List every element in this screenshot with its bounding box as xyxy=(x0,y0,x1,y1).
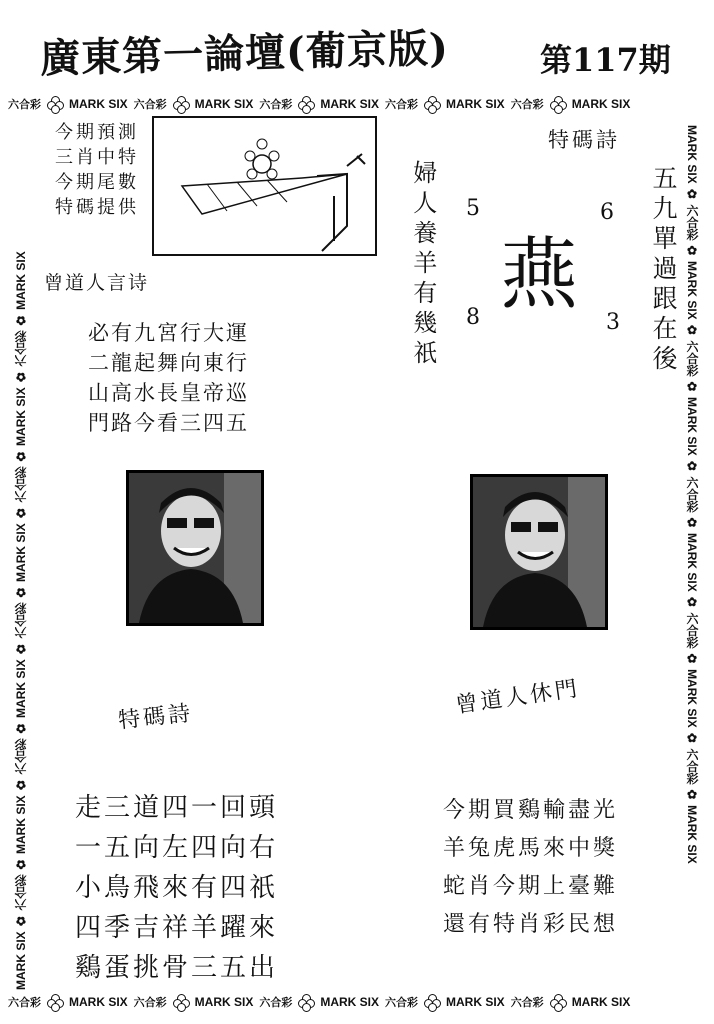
poem-line: 羊兔虎馬來中獎 xyxy=(443,836,619,861)
lhc-logo: 六合彩 xyxy=(14,874,28,911)
lhc-logo: 六合彩 xyxy=(133,997,167,1009)
number-top-right: 6 xyxy=(600,200,614,225)
mark-six-text: MARK SIX xyxy=(14,523,28,582)
poem-line: 走三道四一回頭 xyxy=(75,793,279,823)
lhc-logo: 六合彩 xyxy=(685,612,699,649)
flower-icon xyxy=(298,994,314,1010)
number-top-left: 5 xyxy=(466,196,480,221)
flower-icon xyxy=(173,994,189,1010)
brand-band-right: MARK SIX ✿ 六合彩 ✿ MARK SIX ✿ 六合彩 ✿ MARK SIX ✿ 六合彩 ✿ MARK SIX ✿ 六合彩 ✿ MARK SIX ✿ 六合彩 ✿ MARK SIX xyxy=(685,125,699,864)
mark-six-text: MARK SIX xyxy=(14,251,28,310)
portrait-photo-right xyxy=(470,474,608,630)
lhc-logo: 六合彩 xyxy=(8,99,41,111)
mark-six-text: MARK SIX xyxy=(685,669,699,728)
poem-title-top: 特碼詩 xyxy=(548,128,620,152)
poem-line: 一五向左四向右 xyxy=(75,833,279,863)
bench-illustration xyxy=(152,116,377,256)
mark-six-text: MARK SIX xyxy=(685,261,699,320)
mark-six-text: MARK SIX xyxy=(14,659,28,718)
poem-line: 鷄蛋挑骨三五出 xyxy=(75,953,279,983)
prediction-line: 今期預測 xyxy=(55,122,139,143)
lhc-logo: 六合彩 xyxy=(259,99,293,111)
flower-icon xyxy=(298,96,314,112)
portrait-photo-left xyxy=(126,470,264,626)
lhc-logo: 六合彩 xyxy=(8,997,41,1009)
lhc-logo: 六合彩 xyxy=(14,602,28,639)
lhc-logo: 六合彩 xyxy=(685,340,699,377)
prediction-line: 三肖中特 xyxy=(55,147,139,168)
poem-line: 山高水長皇帝巡 xyxy=(88,381,249,405)
mark-six-text: MARK SIX xyxy=(685,397,699,456)
center-character: 燕 xyxy=(500,230,579,320)
lhc-logo: 六合彩 xyxy=(259,997,293,1009)
issue-number: 第117期 xyxy=(540,41,671,79)
mark-six-text: MARK SIX xyxy=(194,995,254,1009)
mark-six-text: MARK SIX xyxy=(69,97,128,111)
lhc-logo: 六合彩 xyxy=(133,99,167,111)
brand-band-top xyxy=(8,96,630,112)
lhc-logo: 六合彩 xyxy=(510,997,544,1009)
lhc-logo: 六合彩 xyxy=(385,99,419,111)
brand-band-left: MARK SIX ✿ 六合彩 ✿ MARK SIX ✿ 六合彩 ✿ MARK SIX ✿ 六合彩 ✿ MARK SIX ✿ 六合彩 ✿ MARK SIX ✿ 六合彩 ✿ MARK SIX xyxy=(14,251,28,990)
brand-band-bottom xyxy=(8,994,630,1010)
mark-six-text: MARK SIX xyxy=(69,995,128,1009)
bottom-right-poem xyxy=(443,792,618,944)
mark-six-text: MARK SIX xyxy=(14,387,28,446)
grid-poem xyxy=(88,318,249,438)
flower-icon xyxy=(550,96,566,112)
lhc-logo: 六合彩 xyxy=(14,330,28,367)
prediction-line: 今期尾數 xyxy=(55,172,139,193)
poem-line: 蛇肖今期上臺難 xyxy=(443,874,619,899)
prediction-line: 特碼提供 xyxy=(55,197,139,218)
prediction-list xyxy=(55,120,139,220)
lhc-logo: 六合彩 xyxy=(685,748,699,785)
mark-six-text: MARK SIX xyxy=(320,995,380,1009)
bottom-left-poem xyxy=(75,788,278,988)
flower-icon xyxy=(424,994,440,1010)
lhc-logo: 六合彩 xyxy=(385,997,419,1009)
lhc-logo: 六合彩 xyxy=(510,99,544,111)
mark-six-text: MARK SIX xyxy=(685,125,699,184)
lhc-logo: 六合彩 xyxy=(685,204,699,241)
number-bottom-right: 3 xyxy=(606,310,620,335)
flower-icon xyxy=(550,994,566,1010)
mark-six-text: MARK SIX xyxy=(14,931,28,990)
mark-six-text: MARK SIX xyxy=(194,97,254,111)
poem-line: 必有九宮行大運 xyxy=(88,321,249,345)
flower-icon xyxy=(47,96,63,112)
lhc-logo: 六合彩 xyxy=(685,476,699,513)
woman-poem: 婦人養羊有幾祇 xyxy=(408,160,437,370)
poem-line: 四季吉祥羊躍來 xyxy=(75,913,279,943)
zeng-caption: 曾道人言诗 xyxy=(44,272,150,294)
flower-icon xyxy=(173,96,189,112)
flower-icon xyxy=(47,994,63,1010)
mark-six-text: MARK SIX xyxy=(571,97,631,111)
number-bottom-left: 8 xyxy=(466,305,480,330)
mark-six-text: MARK SIX xyxy=(685,805,699,864)
left-label: 特碼詩 xyxy=(117,701,195,734)
right-label: 曾道人休門 xyxy=(454,676,582,719)
lhc-logo: 六合彩 xyxy=(14,466,28,503)
mark-six-text: MARK SIX xyxy=(571,995,631,1009)
flower-icon xyxy=(424,96,440,112)
lhc-logo: 六合彩 xyxy=(14,738,28,775)
page-title: 廣東第一論壇(葡京版) xyxy=(39,24,450,83)
poem-line: 今期買鷄輸盡光 xyxy=(443,798,619,823)
poem-line: 還有特肖彩民想 xyxy=(443,912,619,937)
poem-line: 小鳥飛來有四祇 xyxy=(75,873,279,903)
poem-line: 二龍起舞向東行 xyxy=(88,351,249,375)
mark-six-text: MARK SIX xyxy=(14,795,28,854)
right-verse: 五九單過跟在後 xyxy=(649,165,678,375)
poem-line: 門路今看三四五 xyxy=(88,411,249,435)
mark-six-text: MARK SIX xyxy=(446,995,505,1009)
mark-six-text: MARK SIX xyxy=(446,97,505,111)
mark-six-text: MARK SIX xyxy=(320,97,380,111)
mark-six-text: MARK SIX xyxy=(685,533,699,592)
